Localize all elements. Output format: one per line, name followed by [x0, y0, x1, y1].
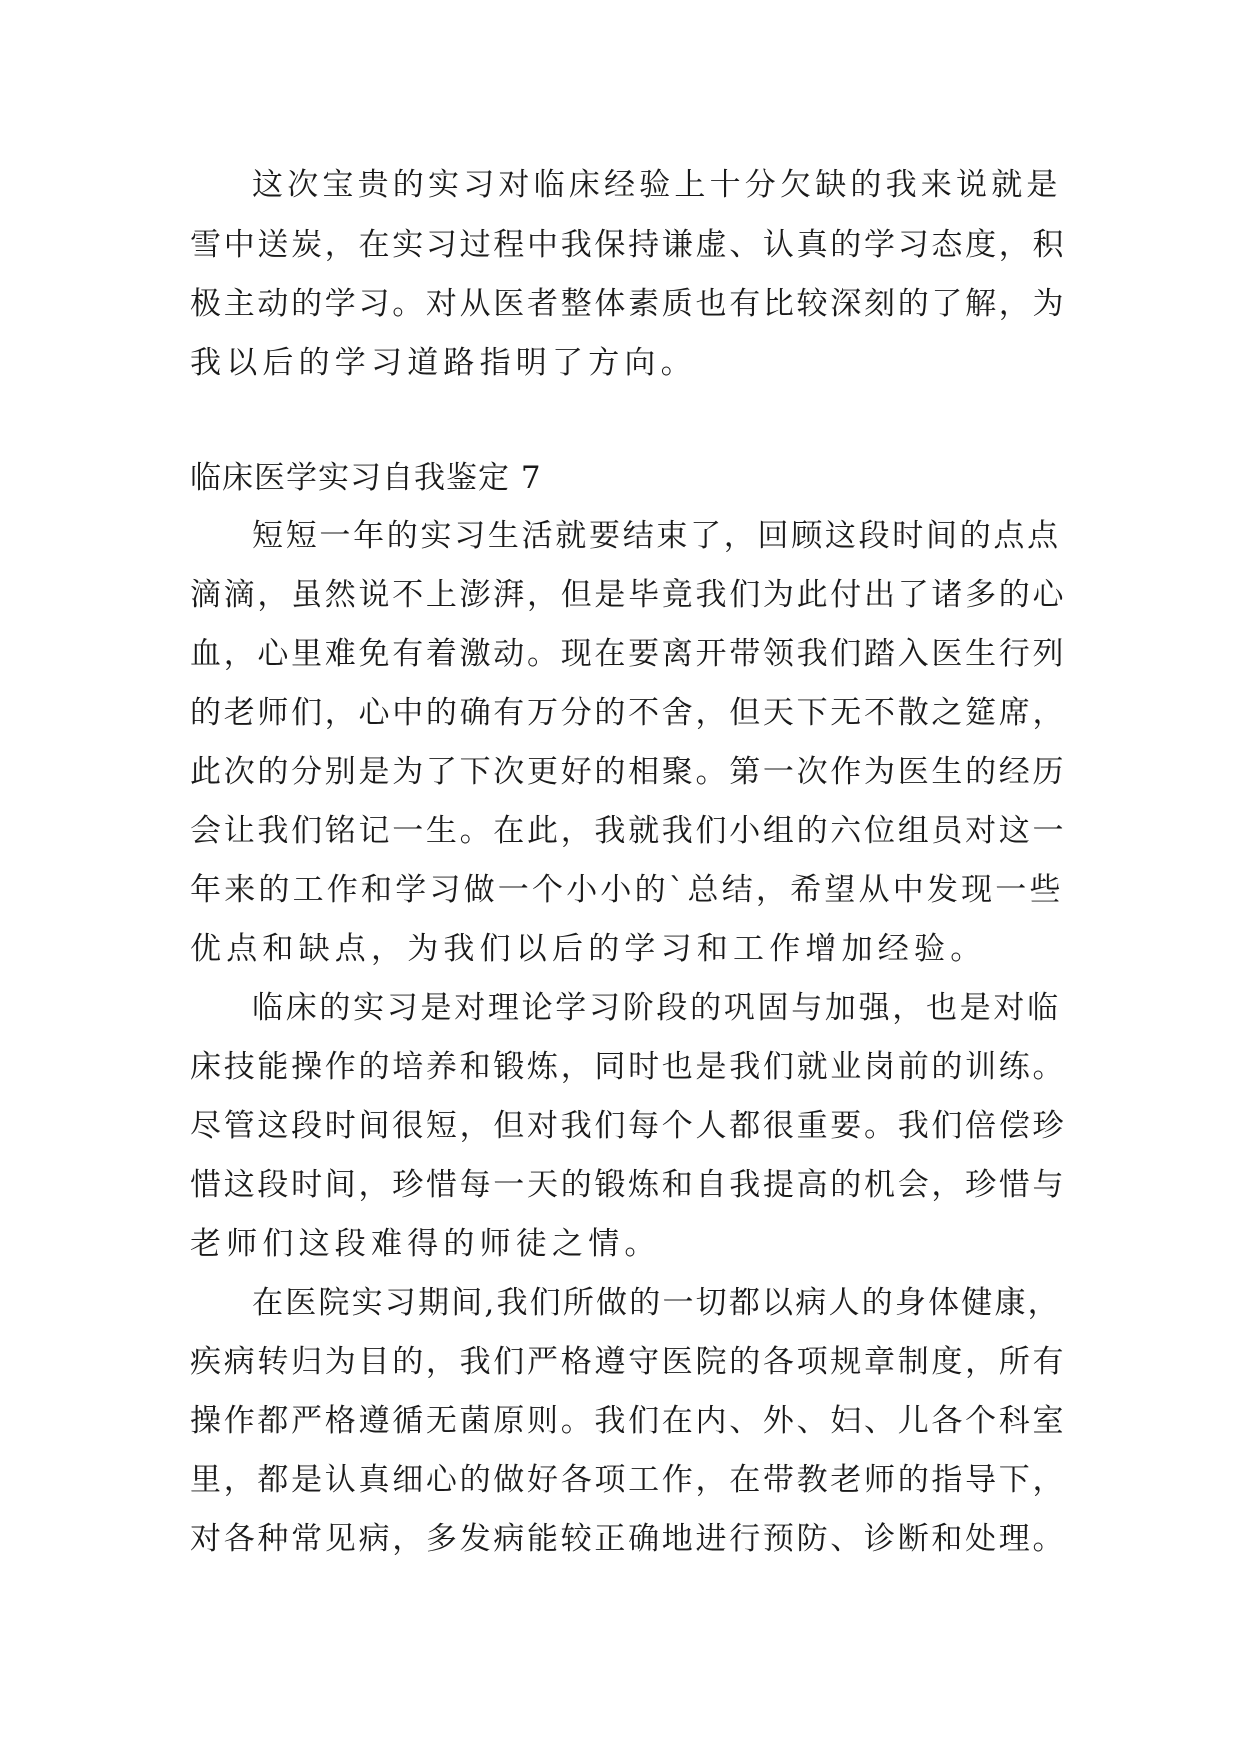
paragraph1-line-3: 血，心里难免有着激动。现在要离开带领我们踏入医生行列	[190, 636, 1067, 672]
paragraph3-line-4: 里，都是认真细心的做好各项工作，在带教老师的指导下，	[190, 1462, 1067, 1498]
paragraph2-line-5: 老师们这段难得的师徒之情。	[190, 1226, 661, 1262]
paragraph3-line-2: 疾病转归为目的，我们严格遵守医院的各项规章制度，所有	[190, 1344, 1067, 1380]
paragraph3-line-1: 在医院实习期间,我们所做的一切都以病人的身体健康，	[252, 1285, 1061, 1321]
paragraph1-line-7: 年来的工作和学习做一个小小的`总结，希望从中发现一些	[190, 872, 1064, 908]
paragraph2-line-4: 惜这段时间，珍惜每一天的锻炼和自我提高的机会，珍惜与	[190, 1167, 1067, 1203]
paragraph3-line-3: 操作都严格遵循无菌原则。我们在内、外、妇、儿各个科室	[190, 1403, 1067, 1439]
paragraph3-line-5: 对各种常见病，多发病能较正确地进行预防、诊断和处理。	[190, 1521, 1067, 1557]
paragraph1-line-8: 优点和缺点，为我们以后的学习和工作增加经验。	[190, 931, 987, 967]
paragraph2-line-2: 床技能操作的培养和锻炼，同时也是我们就业岗前的训练。	[190, 1049, 1067, 1085]
intro-line-2: 雪中送炭，在实习过程中我保持谦虚、认真的学习态度，积	[190, 227, 1067, 263]
paragraph1-line-5: 此次的分别是为了下次更好的相聚。第一次作为医生的经历	[190, 754, 1067, 790]
intro-line-1: 这次宝贵的实习对临床经验上十分欠缺的我来说就是	[252, 167, 1062, 203]
paragraph2-line-1: 临床的实习是对理论学习阶段的巩固与加强，也是对临	[252, 990, 1061, 1026]
intro-line-3: 极主动的学习。对从医者整体素质也有比较深刻的了解，为	[190, 286, 1067, 322]
paragraph2-line-3: 尽管这段时间很短，但对我们每个人都很重要。我们倍偿珍	[190, 1108, 1067, 1144]
paragraph1-line-6: 会让我们铭记一生。在此，我就我们小组的六位组员对这一	[190, 813, 1067, 849]
paragraph1-line-2: 滴滴，虽然说不上澎湃，但是毕竟我们为此付出了诸多的心	[190, 577, 1067, 613]
intro-line-4: 我以后的学习道路指明了方向。	[190, 345, 697, 381]
paragraph1-line-4: 的老师们，心中的确有万分的不舍，但天下无不散之筵席，	[190, 695, 1067, 731]
paragraph1-line-1: 短短一年的实习生活就要结束了，回顾这段时间的点点	[252, 518, 1061, 554]
section-heading: 临床医学实习自我鉴定 7	[190, 460, 542, 496]
